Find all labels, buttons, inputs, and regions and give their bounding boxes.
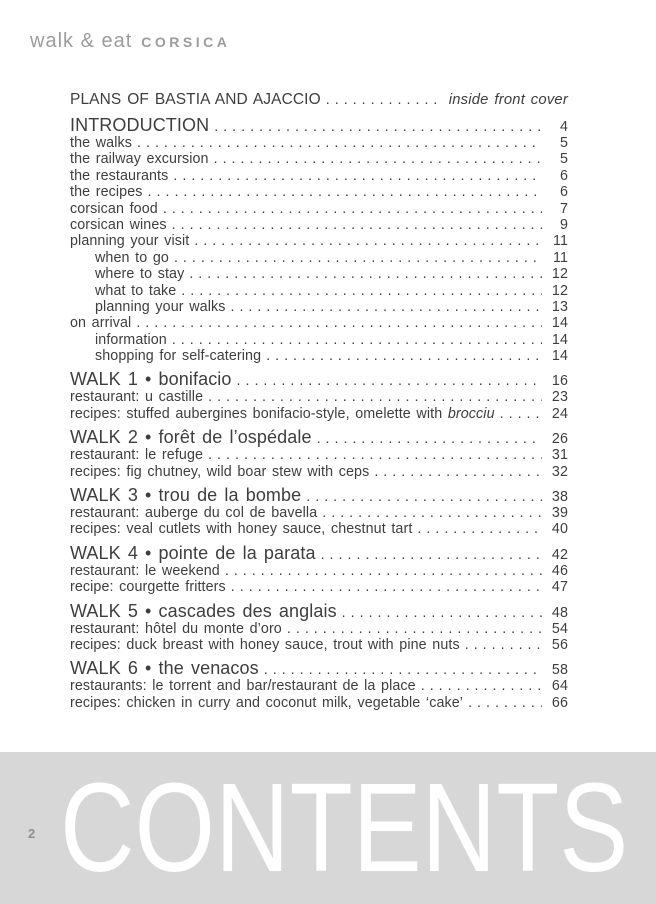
dot-leader — [225, 563, 542, 579]
dot-leader — [214, 119, 542, 135]
toc-entry-page: 14 — [551, 348, 568, 365]
dot-leader — [172, 332, 542, 348]
toc-entry-page: 9 — [559, 216, 568, 233]
toc-entry-row — [70, 447, 568, 463]
dot-leader — [173, 168, 542, 184]
toc-entry-page: 64 — [551, 678, 568, 695]
toc-entry-label: the walks — [70, 135, 132, 151]
toc-entry-page: 32 — [551, 463, 568, 480]
toc-entry-row — [70, 299, 568, 315]
toc-entry-label: information — [95, 331, 167, 348]
dot-leader — [214, 151, 542, 167]
toc-entry-label: shopping for self-catering — [95, 348, 262, 365]
toc-entry-row — [70, 579, 568, 595]
toc-entry-label: what to take — [95, 282, 177, 299]
toc-entry-label: on arrival — [70, 315, 132, 332]
toc-entry-row — [70, 90, 568, 110]
toc-entry-label: the recipes — [70, 184, 143, 201]
table-of-contents — [70, 90, 568, 711]
toc-entry-label: WALK 2 • forêt de l’ospédale — [70, 427, 312, 448]
toc-entry-label: WALK 6 • the venacos — [70, 658, 259, 679]
brand-title: CORSICA — [141, 34, 231, 50]
toc-entry-row — [70, 283, 568, 299]
toc-entry-page: inside front cover — [448, 92, 568, 108]
toc-entry-label: restaurant: hôtel du monte d’oro — [70, 620, 282, 637]
toc-entry-label: WALK 5 • cascades des anglais — [70, 600, 337, 621]
toc-entry-label: when to go — [95, 249, 169, 266]
contents-banner — [0, 752, 656, 904]
dot-leader — [306, 489, 542, 505]
dot-leader — [421, 678, 542, 694]
toc-entry-page: 46 — [551, 562, 568, 579]
toc-entry-row — [70, 332, 568, 348]
toc-entry-row — [70, 315, 568, 331]
toc-entry-label-italic: brocciu — [447, 405, 495, 422]
toc-entry-label: corsican food — [70, 200, 158, 217]
dot-leader — [230, 299, 542, 315]
toc-entry-row — [70, 250, 568, 266]
toc-entry-page: 4 — [559, 119, 568, 135]
toc-entry-page: 40 — [551, 521, 568, 538]
toc-entry-page: 26 — [551, 431, 568, 448]
toc-section-heading-row — [70, 369, 568, 389]
toc-entry-page: 66 — [551, 694, 568, 711]
dot-leader — [417, 521, 542, 537]
toc-entry-page: 31 — [551, 447, 568, 464]
toc-entry-page: 14 — [551, 331, 568, 348]
toc-section-heading-row — [70, 658, 568, 678]
toc-entry-page: 54 — [551, 620, 568, 637]
toc-entry-row — [70, 621, 568, 637]
toc-entry-label: PLANS OF BASTIA AND AJACCIO — [70, 91, 321, 108]
toc-entry-label: recipes: chicken in curry and coconut milk, vegetable ‘cake’ — [70, 694, 464, 711]
dot-leader — [322, 505, 542, 521]
toc-entry-label: recipes: veal cutlets with honey sauce, chestnut tart — [70, 521, 413, 538]
toc-entry-label: the restaurants — [70, 167, 169, 184]
toc-entry-row — [70, 135, 568, 151]
dot-leader — [194, 233, 542, 249]
toc-entry-page: 12 — [551, 282, 568, 299]
toc-entry-label: recipe: courgette fritters — [70, 579, 226, 596]
toc-section-heading-row — [70, 601, 568, 621]
toc-entry-label: where to stay — [95, 266, 185, 283]
toc-entry-label: INTRODUCTION — [70, 115, 210, 135]
toc-entry-page: 38 — [551, 489, 568, 506]
toc-entry-row — [70, 168, 568, 184]
dot-leader — [468, 695, 542, 711]
toc-entry-row — [70, 266, 568, 282]
dot-leader — [136, 315, 542, 331]
dot-leader — [163, 201, 542, 217]
toc-entry-page: 24 — [551, 405, 568, 422]
toc-entry-label: restaurant: u castille — [70, 389, 204, 406]
toc-section-heading-row — [70, 485, 568, 505]
toc-entry-page: 42 — [551, 546, 568, 563]
toc-entry-label: WALK 4 • pointe de la parata — [70, 542, 316, 563]
toc-entry-page: 5 — [559, 135, 568, 151]
dot-leader — [231, 579, 542, 595]
toc-entry-page: 47 — [551, 579, 568, 596]
book-brand-header — [30, 30, 230, 53]
dot-leader — [208, 389, 542, 405]
toc-entry-page: 11 — [552, 233, 568, 250]
dot-leader — [266, 348, 542, 364]
toc-entry-row — [70, 217, 568, 233]
toc-entry-row — [70, 184, 568, 200]
dot-leader — [465, 637, 542, 653]
dot-leader — [189, 266, 542, 282]
toc-entry-row — [70, 637, 568, 653]
dot-leader — [137, 135, 542, 151]
dot-leader — [181, 283, 542, 299]
toc-entry-page: 6 — [559, 184, 568, 201]
toc-entry-page: 6 — [559, 167, 568, 184]
dot-leader — [237, 373, 542, 389]
toc-entry-page: 5 — [559, 151, 568, 168]
toc-entry-row — [70, 464, 568, 480]
dot-leader — [321, 547, 542, 563]
toc-entry-row — [70, 201, 568, 217]
toc-entry-label: restaurant: le weekend — [70, 562, 220, 579]
toc-entry-row — [70, 348, 568, 364]
dot-leader — [208, 447, 542, 463]
dot-leader — [172, 217, 542, 233]
toc-entry-row — [70, 505, 568, 521]
dot-leader — [500, 406, 542, 422]
dot-leader — [326, 92, 443, 108]
brand-prefix: walk & eat — [30, 30, 133, 52]
toc-entry-row — [70, 233, 568, 249]
toc-entry-row — [70, 678, 568, 694]
dot-leader — [287, 621, 542, 637]
toc-section-heading-row — [70, 427, 568, 447]
toc-entry-page: 13 — [551, 298, 568, 315]
dot-leader — [342, 605, 542, 621]
toc-entry-page: 11 — [552, 249, 568, 266]
toc-entry-label: recipes: duck breast with honey sauce, trout with pine nuts — [70, 636, 460, 653]
toc-entry-page: 56 — [551, 636, 568, 653]
toc-entry-page: 39 — [551, 505, 568, 522]
toc-entry-label: planning your visit — [70, 233, 190, 250]
toc-entry-label: recipes: fig chutney, wild boar stew with ceps — [70, 463, 370, 480]
dot-leader — [374, 464, 542, 480]
toc-entry-label: recipes: stuffed aubergines bonifacio-style, omelette with brocciu — [70, 405, 495, 422]
toc-entry-label: corsican wines — [70, 216, 167, 233]
toc-entry-page: 23 — [551, 389, 568, 406]
toc-entry-row — [70, 563, 568, 579]
toc-entry-label: restaurant: le refuge — [70, 447, 204, 464]
page-folio: 2 — [28, 826, 36, 841]
toc-entry-label: restaurant: auberge du col de bavella — [70, 505, 318, 522]
toc-entry-label: WALK 1 • bonifacio — [70, 369, 232, 390]
dot-leader — [317, 431, 542, 447]
toc-entry-label: restaurants: le torrent and bar/restaurant de la place — [70, 678, 416, 695]
toc-section-heading-row — [70, 543, 568, 563]
toc-entry-page: 7 — [559, 200, 568, 217]
toc-entry-label: the railway excursion — [70, 151, 209, 168]
toc-entry-row — [70, 389, 568, 405]
toc-section-heading-row — [70, 115, 568, 135]
toc-entry-row — [70, 151, 568, 167]
toc-entry-page: 16 — [551, 373, 568, 390]
toc-entry-row — [70, 695, 568, 711]
dot-leader — [148, 184, 542, 200]
toc-entry-page: 58 — [551, 662, 568, 679]
toc-entry-row — [70, 521, 568, 537]
contents-title: CONTENTS — [60, 757, 629, 898]
toc-entry-page: 48 — [551, 604, 568, 621]
toc-entry-page: 14 — [551, 315, 568, 332]
toc-entry-label: planning your walks — [95, 298, 226, 315]
dot-leader — [174, 250, 542, 266]
toc-entry-row — [70, 406, 568, 422]
dot-leader — [264, 662, 542, 678]
toc-entry-page: 12 — [551, 266, 568, 283]
toc-entry-label: WALK 3 • trou de la bombe — [70, 485, 302, 506]
